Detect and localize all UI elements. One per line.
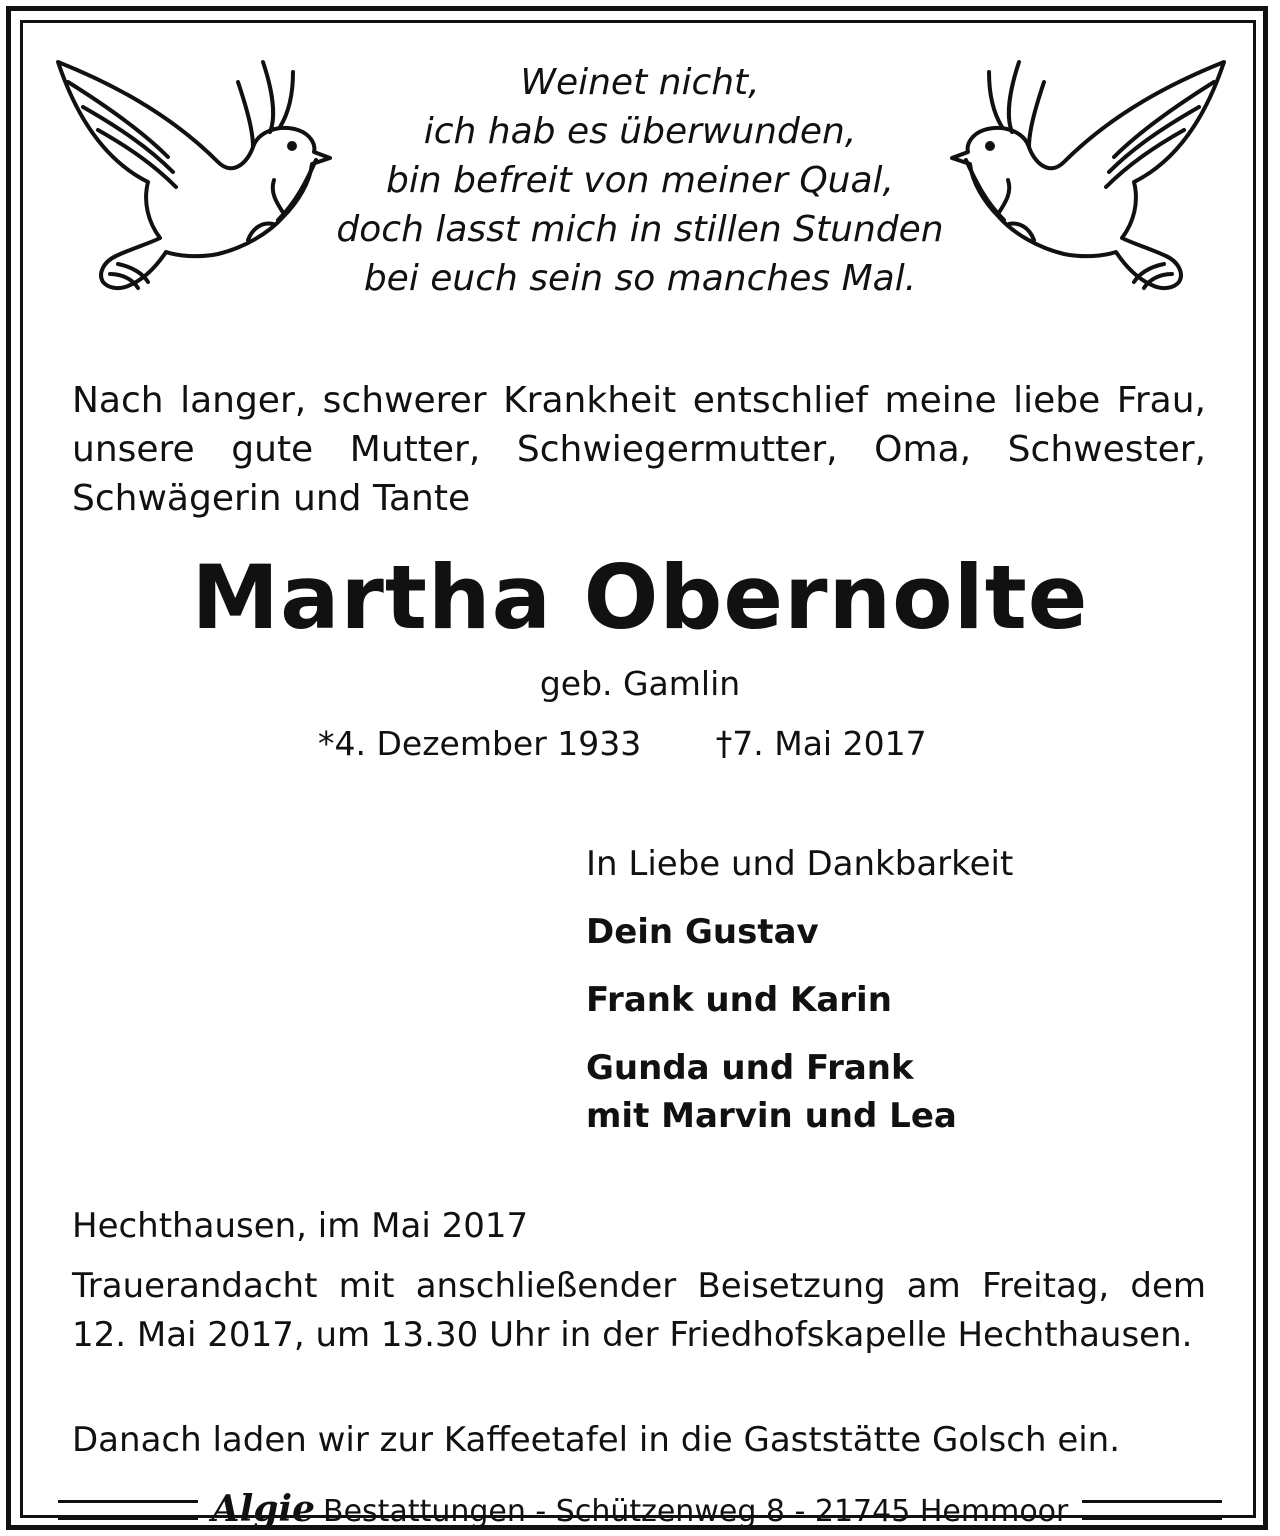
footer-rule (58, 1500, 198, 1520)
reception-text: Danach laden wir zur Kaffeetafel in die Gaststätte Golsch ein. (72, 1420, 1121, 1460)
mourner-name: Gunda und Frank (586, 1048, 914, 1088)
mourners-lead: In Liebe und Dankbarkeit (586, 844, 1014, 884)
death-date: †7. Mai 2017 (715, 724, 927, 763)
mourner-extra: mit Marvin und Lea (586, 1096, 957, 1136)
footer-brand: Algie (211, 1487, 315, 1530)
poem-line: ich hab es überwunden, (423, 111, 857, 152)
mourner-name: Frank und Karin (586, 980, 892, 1020)
mourners (586, 840, 1013, 1140)
poem-line: Weinet nicht, (520, 62, 760, 103)
maiden-name: geb. Gamlin (539, 664, 741, 703)
footer-rule (1082, 1500, 1222, 1520)
footer-address: Bestattungen - Schützenweg 8 - 21745 Hemmoor (323, 1493, 1069, 1529)
birth-date: *4. Dezember 1933 (318, 724, 642, 763)
intro-text: Nach langer, schwerer Krankheit entschlief meine liebe Frau, unsere gute Mutter, Schwiegermutter, Oma, Schwester, Schwägerin und Tante (72, 380, 1206, 519)
footer (0, 1487, 1280, 1530)
life-dates (318, 720, 927, 768)
poem (290, 58, 990, 303)
poem-line: bin befreit von meiner Qual, (386, 160, 894, 201)
deceased-name: Martha Obernolte (191, 546, 1089, 649)
poem-line: doch lasst mich in stillen Stunden (336, 209, 944, 250)
mourner-name: Dein Gustav (586, 912, 819, 952)
poem-line: bei euch sein so manches Mal. (363, 258, 917, 299)
place-date: Hechthausen, im Mai 2017 (72, 1206, 529, 1246)
footer-text (212, 1489, 1069, 1532)
service-text: Trauerandacht mit anschließender Beisetzung am Freitag, dem 12. Mai 2017, um 13.30 Uhr in der Friedhofskapelle Hechthausen. (72, 1266, 1206, 1355)
